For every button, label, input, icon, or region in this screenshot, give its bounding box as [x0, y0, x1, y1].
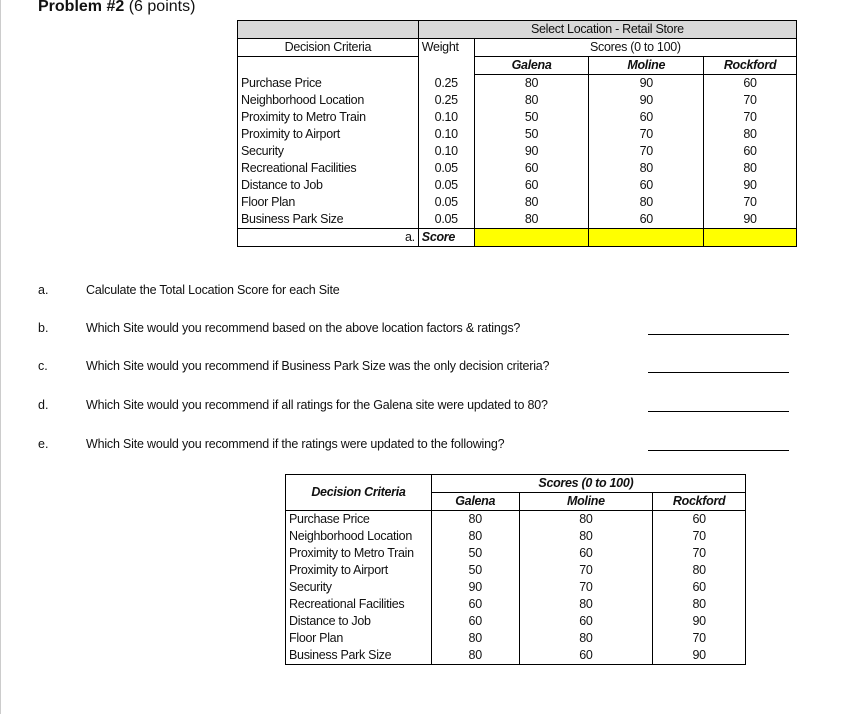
weight-cell: 0.10 [418, 109, 474, 126]
moline-score-cell: 80 [519, 596, 653, 613]
criterion-cell: Floor Plan [286, 630, 432, 647]
table1-site-rockford: Rockford [704, 57, 797, 75]
rockford-score-cell: 90 [653, 613, 746, 630]
galena-score-cell: 80 [431, 647, 519, 665]
page-left-border [0, 0, 1, 714]
problem-label: Problem #2 [38, 0, 125, 15]
table-row [286, 647, 746, 665]
rockford-score-cell: 70 [653, 528, 746, 545]
rockford-score-cell: 70 [704, 92, 797, 109]
table-row [238, 109, 797, 126]
galena-score-cell: 80 [431, 511, 519, 529]
galena-score-cell: 50 [431, 562, 519, 579]
rockford-score-cell: 70 [653, 545, 746, 562]
table-row [286, 630, 746, 647]
score-cell-moline[interactable] [589, 229, 704, 247]
moline-score-cell: 70 [519, 562, 653, 579]
answer-line-c[interactable] [648, 372, 789, 373]
criterion-cell: Business Park Size [238, 211, 419, 229]
problem-points: (6 points) [128, 0, 196, 15]
galena-score-cell: 60 [431, 596, 519, 613]
weight-cell: 0.05 [418, 194, 474, 211]
moline-score-cell: 90 [589, 75, 704, 93]
criterion-cell: Recreational Facilities [286, 596, 432, 613]
table2-header-row [286, 475, 746, 493]
table1-score-row [238, 229, 797, 247]
question-b-text: Which Site would you recommend based on the above location factors & ratings? [86, 321, 521, 335]
table1-scores-header: Scores (0 to 100) [474, 39, 796, 57]
galena-score-cell: 50 [474, 126, 589, 143]
question-d-letter: d. [38, 398, 49, 412]
table-row [238, 75, 797, 93]
table2-criteria-header: Decision Criteria [286, 475, 432, 511]
table1-body [238, 75, 797, 229]
updated-ratings-table [285, 474, 746, 665]
table-row [286, 596, 746, 613]
weight-cell: 0.25 [418, 92, 474, 109]
galena-score-cell: 80 [431, 630, 519, 647]
weight-cell: 0.05 [418, 177, 474, 194]
criterion-cell: Security [286, 579, 432, 596]
rockford-score-cell: 60 [653, 511, 746, 529]
table-row [286, 511, 746, 529]
moline-score-cell: 60 [589, 211, 704, 229]
galena-score-cell: 60 [474, 160, 589, 177]
rockford-score-cell: 80 [653, 562, 746, 579]
moline-score-cell: 80 [589, 160, 704, 177]
table2-site-galena: Galena [431, 493, 519, 511]
question-d-text: Which Site would you recommend if all ratings for the Galena site were updated to 80? [86, 398, 548, 412]
problem-title [38, 0, 195, 16]
moline-score-cell: 90 [589, 92, 704, 109]
table-row [238, 143, 797, 160]
galena-score-cell: 50 [431, 545, 519, 562]
table2-site-moline: Moline [519, 493, 653, 511]
moline-score-cell: 70 [519, 579, 653, 596]
table-row [286, 545, 746, 562]
table1-score-label: Score [418, 229, 474, 247]
rockford-score-cell: 60 [704, 75, 797, 93]
criterion-cell: Neighborhood Location [238, 92, 419, 109]
weight-cell: 0.10 [418, 143, 474, 160]
table-row [238, 211, 797, 229]
moline-score-cell: 80 [519, 630, 653, 647]
table1-weight-header: Weight [418, 39, 474, 57]
table-row [238, 126, 797, 143]
question-a-text: Calculate the Total Location Score for each Site [86, 283, 340, 297]
question-e-letter: e. [38, 437, 49, 451]
table-row [286, 562, 746, 579]
moline-score-cell: 60 [519, 613, 653, 630]
table-row [286, 613, 746, 630]
rockford-score-cell: 80 [704, 126, 797, 143]
criterion-cell: Proximity to Airport [238, 126, 419, 143]
galena-score-cell: 80 [474, 211, 589, 229]
table2-scores-header: Scores (0 to 100) [519, 475, 653, 493]
galena-score-cell: 80 [474, 92, 589, 109]
weight-cell: 0.05 [418, 211, 474, 229]
rockford-score-cell: 90 [704, 177, 797, 194]
moline-score-cell: 80 [589, 194, 704, 211]
criterion-cell: Proximity to Airport [286, 562, 432, 579]
criterion-cell: Security [238, 143, 419, 160]
question-c-letter: c. [38, 359, 48, 373]
moline-score-cell: 60 [589, 177, 704, 194]
table1-site-moline: Moline [589, 57, 704, 75]
galena-score-cell: 60 [431, 613, 519, 630]
table2-site-rockford: Rockford [653, 493, 746, 511]
rockford-score-cell: 70 [704, 109, 797, 126]
answer-line-b[interactable] [648, 334, 789, 335]
location-table [237, 20, 797, 247]
table1-sites-row [238, 57, 797, 75]
criterion-cell: Business Park Size [286, 647, 432, 665]
table1-score-marker: a. [238, 229, 419, 247]
criterion-cell: Floor Plan [238, 194, 419, 211]
rockford-score-cell: 70 [704, 194, 797, 211]
criterion-cell: Proximity to Metro Train [238, 109, 419, 126]
weight-cell: 0.10 [418, 126, 474, 143]
criterion-cell: Proximity to Metro Train [286, 545, 432, 562]
table1-criteria-header: Decision Criteria [238, 39, 419, 57]
weight-cell: 0.25 [418, 75, 474, 93]
rockford-score-cell: 70 [653, 630, 746, 647]
table-row [238, 92, 797, 109]
rockford-score-cell: 60 [653, 579, 746, 596]
question-b-letter: b. [38, 321, 49, 335]
galena-score-cell: 60 [474, 177, 589, 194]
criterion-cell: Distance to Job [286, 613, 432, 630]
criterion-cell: Recreational Facilities [238, 160, 419, 177]
moline-score-cell: 70 [589, 143, 704, 160]
table2-body [286, 511, 746, 665]
rockford-score-cell: 80 [653, 596, 746, 613]
criterion-cell: Purchase Price [238, 75, 419, 93]
score-cell-galena[interactable] [474, 229, 589, 247]
moline-score-cell: 80 [519, 528, 653, 545]
table-row [286, 528, 746, 545]
moline-score-cell: 60 [519, 647, 653, 665]
galena-score-cell: 90 [474, 143, 589, 160]
criterion-cell: Purchase Price [286, 511, 432, 529]
table1-site-galena: Galena [474, 57, 589, 75]
weight-cell: 0.05 [418, 160, 474, 177]
moline-score-cell: 60 [589, 109, 704, 126]
moline-score-cell: 70 [589, 126, 704, 143]
galena-score-cell: 50 [474, 109, 589, 126]
criterion-cell: Distance to Job [238, 177, 419, 194]
answer-line-e[interactable] [648, 450, 789, 451]
table-row [286, 579, 746, 596]
rockford-score-cell: 80 [704, 160, 797, 177]
moline-score-cell: 60 [519, 545, 653, 562]
question-a-letter: a. [38, 283, 49, 297]
table1-header-row [238, 39, 797, 57]
galena-score-cell: 90 [431, 579, 519, 596]
table-row [238, 177, 797, 194]
answer-line-d[interactable] [648, 411, 789, 412]
galena-score-cell: 80 [474, 194, 589, 211]
rockford-score-cell: 90 [704, 211, 797, 229]
question-c-text: Which Site would you recommend if Business Park Size was the only decision criteria? [86, 359, 550, 373]
criterion-cell: Neighborhood Location [286, 528, 432, 545]
score-cell-rockford[interactable] [704, 229, 797, 247]
moline-score-cell: 80 [519, 511, 653, 529]
question-e-text: Which Site would you recommend if the ratings were updated to the following? [86, 437, 505, 451]
rockford-score-cell: 90 [653, 647, 746, 665]
table-row [238, 194, 797, 211]
galena-score-cell: 80 [474, 75, 589, 93]
galena-score-cell: 80 [431, 528, 519, 545]
table1-title-row [238, 21, 797, 39]
rockford-score-cell: 60 [704, 143, 797, 160]
table-row [238, 160, 797, 177]
table1-title: Select Location - Retail Store [418, 21, 796, 39]
